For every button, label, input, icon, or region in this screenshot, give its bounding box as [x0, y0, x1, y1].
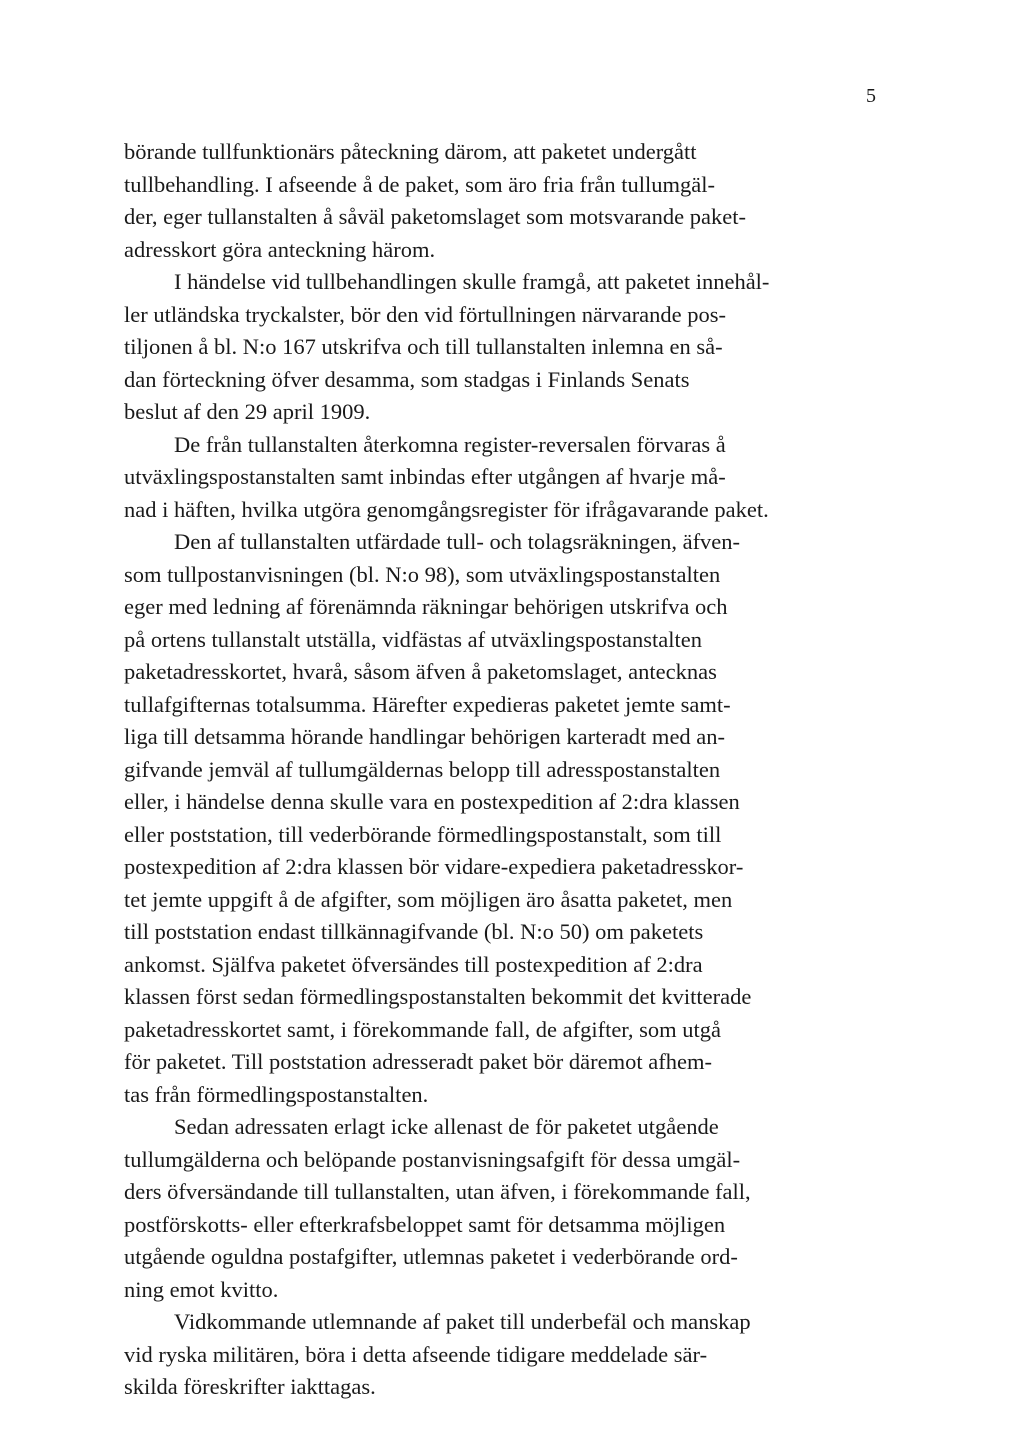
text-line: ankomst. Själfva paketet öfversändes till postexpedition af 2:dra — [124, 951, 703, 977]
text-line: klassen först sedan förmedlingspostanstalten bekommit det kvitterade — [124, 984, 752, 1009]
text-line: för paketet. Till poststation adresseradt paket bör däremot afhem- — [124, 1049, 712, 1074]
text-line: De från tullanstalten återkomna register-reversalen förvaras å — [174, 431, 726, 457]
text-line: dan förteckning öfver desamma, som stadgas i Finlands Senats — [124, 366, 690, 392]
text-line: vid ryska militären, böra i detta afseende tidigare meddelade sär- — [124, 1341, 708, 1367]
text-line: utväxlingspostanstalten samt inbindas efter utgången af hvarje må- — [124, 464, 726, 489]
text-line: skilda föreskrifter iakttagas. — [124, 1374, 376, 1399]
page-number: 5 — [866, 85, 876, 107]
text-line: tas från förmedlingspostanstalten. — [124, 1081, 429, 1107]
text-line: tiljonen å bl. N:o 167 utskrifva och till tullanstalten inlemna en så- — [124, 334, 723, 359]
text-line: till poststation endast tillkännagifvande (bl. N:o 50) om paketets — [124, 919, 704, 944]
text-line: Vidkommande utlemnande af paket till underbefäl och manskap — [174, 1309, 751, 1334]
text-line: som tullpostanvisningen (bl. N:o 98), som utväxlingspostanstalten — [124, 561, 721, 587]
text-line: börande tullfunktionärs påteckning därom, att paketet undergått — [124, 139, 697, 164]
text-line: Den af tullanstalten utfärdade tull- och tolagsräkningen, äfven- — [174, 529, 741, 554]
text-line: Sedan adressaten erlagt icke allenast de för paketet utgående — [174, 1114, 719, 1139]
text-line: eger med ledning af förenämnda räkningar behörigen utskrifva och — [124, 594, 728, 619]
text-line: paketadresskortet, hvarå, såsom äfven å paketomslaget, antecknas — [124, 659, 717, 684]
text-line: tullafgifternas totalsumma. Härefter expedieras paketet jemte samt- — [124, 691, 731, 717]
text-line: på ortens tullanstalt utställa, vidfästas af utväxlingspostanstalten — [124, 626, 703, 652]
text-line: adresskort göra anteckning härom. — [124, 236, 436, 262]
text-line: beslut af den 29 april 1909. — [124, 399, 371, 424]
text-line: gifvande jemväl af tullumgäldernas belopp till adresspostanstalten — [124, 756, 721, 782]
text-line: utgående oguldna postafgifter, utlemnas paketet i vederbörande ord- — [124, 1244, 738, 1269]
text-line: I händelse vid tullbehandlingen skulle framgå, att paketet innehål- — [174, 269, 770, 294]
text-line: ning emot kvitto. — [124, 1276, 279, 1302]
body-text — [124, 136, 876, 1404]
text-line: paketadresskortet samt, i förekommande fall, de afgifter, som utgå — [124, 1016, 722, 1042]
text-line: liga till detsamma hörande handlingar behörigen karteradt med an- — [124, 724, 726, 749]
text-line: postexpedition af 2:dra klassen bör vidare-expediera paketadresskor- — [124, 854, 744, 879]
text-line: eller poststation, till vederbörande förmedlingspostanstalt, som till — [124, 821, 722, 847]
text-line: ler utländska tryckalster, bör den vid förtullningen närvarande pos- — [124, 301, 727, 327]
text-line: eller, i händelse denna skulle vara en postexpedition af 2:dra klassen — [124, 789, 740, 814]
text-line: der, eger tullanstalten å såväl paketomslaget som motsvarande paket- — [124, 204, 747, 229]
text-line: nad i häften, hvilka utgöra genomgångsregister för ifrågavarande paket. — [124, 496, 769, 522]
text-line: tullumgälderna och belöpande postanvisningsafgift för dessa umgäl- — [124, 1146, 741, 1172]
text-line: tet jemte uppgift å de afgifter, som möjligen äro åsatta paketet, men — [124, 886, 733, 912]
text-line: postförskotts- eller efterkrafsbeloppet samt för detsamma möjligen — [124, 1211, 726, 1237]
text-line: tullbehandling. I afseende å de paket, som äro fria från tullumgäl- — [124, 171, 716, 197]
text-line: ders öfversändande till tullanstalten, utan äfven, i förekommande fall, — [124, 1179, 751, 1204]
